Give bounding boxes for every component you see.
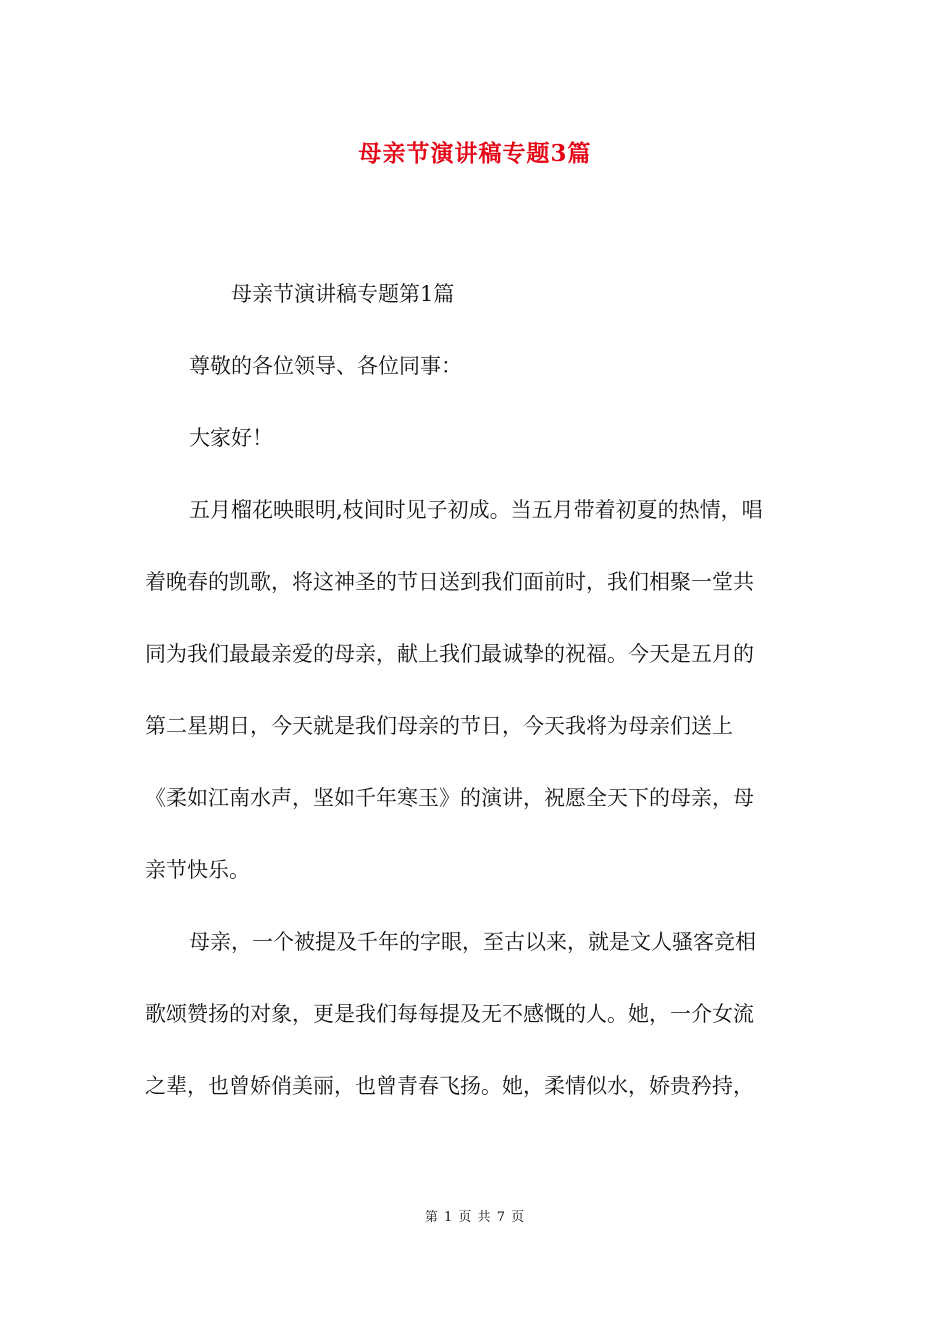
paragraph-line: 母亲，一个被提及千年的字眼，至古以来，就是文人骚客竞相 (189, 930, 756, 954)
paragraph-line: 着晚春的凯歌，将这神圣的节日送到我们面前时，我们相聚一堂共 (145, 570, 754, 594)
greeting-line: 尊敬的各位领导、各位同事： (189, 354, 462, 378)
page-number: 第 1 页 共 7 页 (424, 1210, 526, 1225)
paragraph-1 (145, 492, 805, 888)
paragraph-line: 五月榴花映眼明,枝间时见子初成。当五月带着初夏的热情，唱 (189, 498, 763, 522)
paragraph-line: 同为我们最最亲爱的母亲，献上我们最诚挚的祝福。今天是五月的 (145, 642, 754, 666)
document-title: 母亲节演讲稿专题3篇 (358, 140, 592, 167)
paragraph-line: 第二星期日，今天就是我们母亲的节日，今天我将为母亲们送上 (145, 714, 733, 738)
document-body (145, 276, 805, 1140)
section-subtitle: 母亲节演讲稿专题第1篇 (231, 282, 455, 306)
page-footer (0, 1208, 950, 1228)
paragraph-line: 歌颂赞扬的对象，更是我们每每提及无不感慨的人。她，一介女流 (145, 1002, 754, 1026)
paragraph-line: 之辈，也曾娇俏美丽，也曾青春飞扬。她，柔情似水，娇贵矜持， (145, 1074, 754, 1098)
hello-line: 大家好！ (189, 426, 273, 450)
paragraph-line: 《柔如江南水声，坚如千年寒玉》的演讲，祝愿全天下的母亲，母 (145, 786, 754, 810)
paragraph-2 (145, 924, 805, 1104)
paragraph-line: 亲节快乐。 (145, 858, 250, 882)
